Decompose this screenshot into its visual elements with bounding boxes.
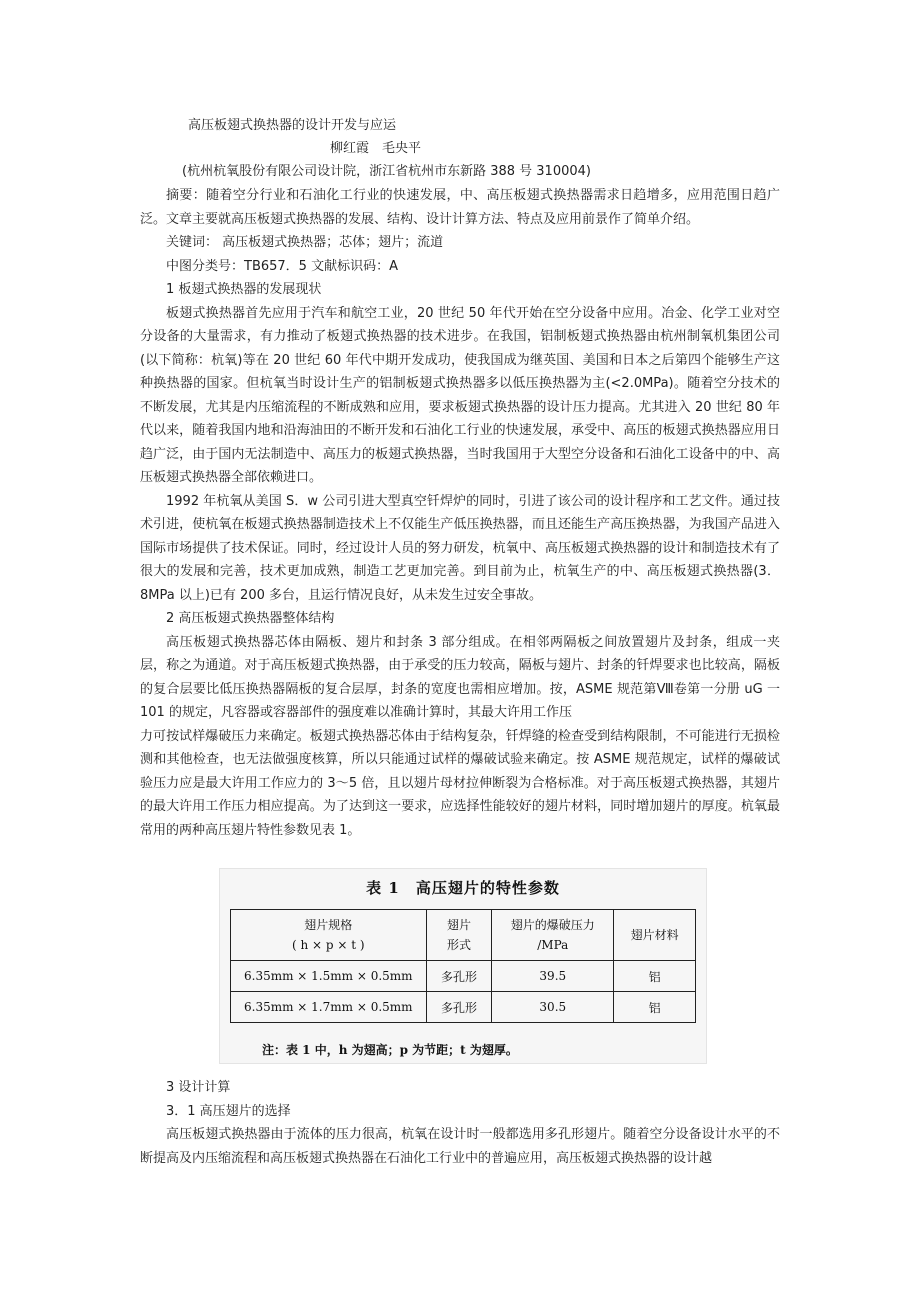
section2-paragraph-2: 力可按试样爆破压力来确定。板翅式换热器芯体由于结构复杂，钎焊缝的检查受到结构限制，不可能进行无损检测和其他检查，也无法做强度核算，所以只能通过试样的爆破试验来确定。按 ASME 规范规定，试样的爆破试验压力应是最大许用工作应力的 3～5 倍，且以翅片母材拉伸断裂为合格标准。对于高压板翅式换热器，其翅片的最大许用工作压力相应提高。为了达到这一要求，应选择性能较好的翅片材料，同时增加翅片的厚度。杭氧最常用的两种高压翅片特性参数见表 1。 [140,728,780,838]
header-fin-material: 翅片材料 [614,910,696,961]
paper-title: 高压板翅式换热器的设计开发与应运 [188,118,397,133]
cell-form: 多孔形 [426,992,492,1023]
abstract: 摘要：随着空分行业和石油化工行业的快速发展，中、高压板翅式换热器需求日趋增多，应用范围日趋广泛。文章主要就高压板翅式换热器的发展、结构、设计计算方法、特点及应用前景作了简单介绍。 [140,188,780,227]
cell-burst: 30.5 [492,992,614,1023]
abstract-block [140,184,780,842]
table-row [231,961,696,992]
keywords: 关键词： 高压板翅式换热器；芯体；翅片；流道 [166,235,444,250]
table-1-figure [219,868,707,1064]
section3-heading: 3 设计计算 [166,1080,231,1095]
table-row [231,992,696,1023]
cell-material: 铝 [614,992,696,1023]
section3-subheading: 3．1 高压翅片的选择 [166,1103,291,1119]
section2-paragraph-1: 高压板翅式换热器芯体由隔板、翅片和封条 3 部分组成。在相邻两隔板之间放置翅片及封条，组成一夹层，称之为通道。对于高压板翅式换热器，由于承受的压力较高，隔板与翅片、封条的钎焊要求也比较高，隔板的复合层要比低压换热器隔板的复合层厚，封条的宽度也需相应增加。按，ASME 规范第Ⅷ卷第一分册 uG 一 101 的规定，凡容器或容器部件的强度难以准确计算时，其最大许用工作压 [140,634,780,720]
header-burst-pressure: 翅片的爆破压力 /MPa [492,910,614,961]
section3-paragraph-1: 高压板翅式换热器由于流体的压力很高，杭氧在设计时一般都选用多孔形翅片。随着空分设备设计水平的不断提高及内压缩流程和高压板翅式换热器在石油化工行业中的普遍应用，高压板翅式换热器的设计越 [140,1127,780,1166]
header-fin-spec: 翅片规格 ( h × p × t ) [231,910,427,961]
cell-spec: 6.35mm × 1.7mm × 0.5mm [231,992,427,1023]
table-header-row [231,910,696,961]
paper-affiliation: (杭州杭氧股份有限公司设计院，浙江省杭州市东新路 388 号 310004) [182,164,591,179]
section1-paragraph-1: 板翅式换热器首先应用于汽车和航空工业，20 世纪 50 年代开始在空分设备中应用。冶金、化学工业对空分设备的大量需求，有力推动了板翅式换热器的技术进步。在我国，铝制板翅式换热器由杭州制氧机集团公司(以下简称：杭氧)等在 20 世纪 60 年代中期开发成功，使我国成为继英国、美国和日本之后第四个能够生产这种换热器的国家。但杭氧当时设计生产的铝制板翅式换热器多以低压换热器为主(<2.0MPa)。随着空分技术的不断发展，尤其是内压缩流程的不断成熟和应用，要求板翅式换热器的设计压力提高。尤其进入 20 世纪 80 年代以来，随着我国内地和沿海油田的不断开发和石油化工行业的快速发展，承受中、高压的板翅式换热器应用日趋广泛，由于国内无法制造中、高压力的板翅式换热器，当时我国用于大型空分设备和石油化工设备中的中、高压板翅式换热器全部依赖进口。 [140,305,780,485]
section2-heading: 2 高压板翅式换热器整体结构 [166,611,335,626]
table-1-title: 表 1 高压翅片的特性参数 [366,879,560,897]
section3-block [140,1076,780,1170]
cell-burst: 39.5 [492,961,614,992]
table-1-note: 注：表 1 中，h 为翅高；p 为节距；t 为翅厚。 [262,1043,518,1057]
classification: 中图分类号：TB657．5 文献标识码：A [166,258,398,274]
header-fin-form: 翅片 形式 [426,910,492,961]
section1-paragraph-2: 1992 年杭氧从美国 S．w 公司引进大型真空钎焊炉的同时，引进了该公司的设计程序和工艺文件。通过技术引进，使杭氧在板翅式换热器制造技术上不仅能生产低压换热器，而且还能生产高压换热器，为我国产品进入国际市场提供了技术保证。同时，经过设计人员的努力研发，杭氧中、高压板翅式换热器的设计和制造技术有了很大的发展和完善，技术更加成熟，制造工艺更加完善。到目前为止，杭氧生产的中、高压板翅式换热器(3．8MPa 以上)已有 200 多台，且运行情况良好，从未发生过安全事故。 [140,493,780,603]
cell-material: 铝 [614,961,696,992]
paper-authors: 柳红霞 毛央平 [330,141,422,156]
section1-heading: 1 板翅式换热器的发展现状 [166,282,322,297]
cell-spec: 6.35mm × 1.5mm × 0.5mm [231,961,427,992]
cell-form: 多孔形 [426,961,492,992]
fin-parameters-table [230,909,696,1023]
